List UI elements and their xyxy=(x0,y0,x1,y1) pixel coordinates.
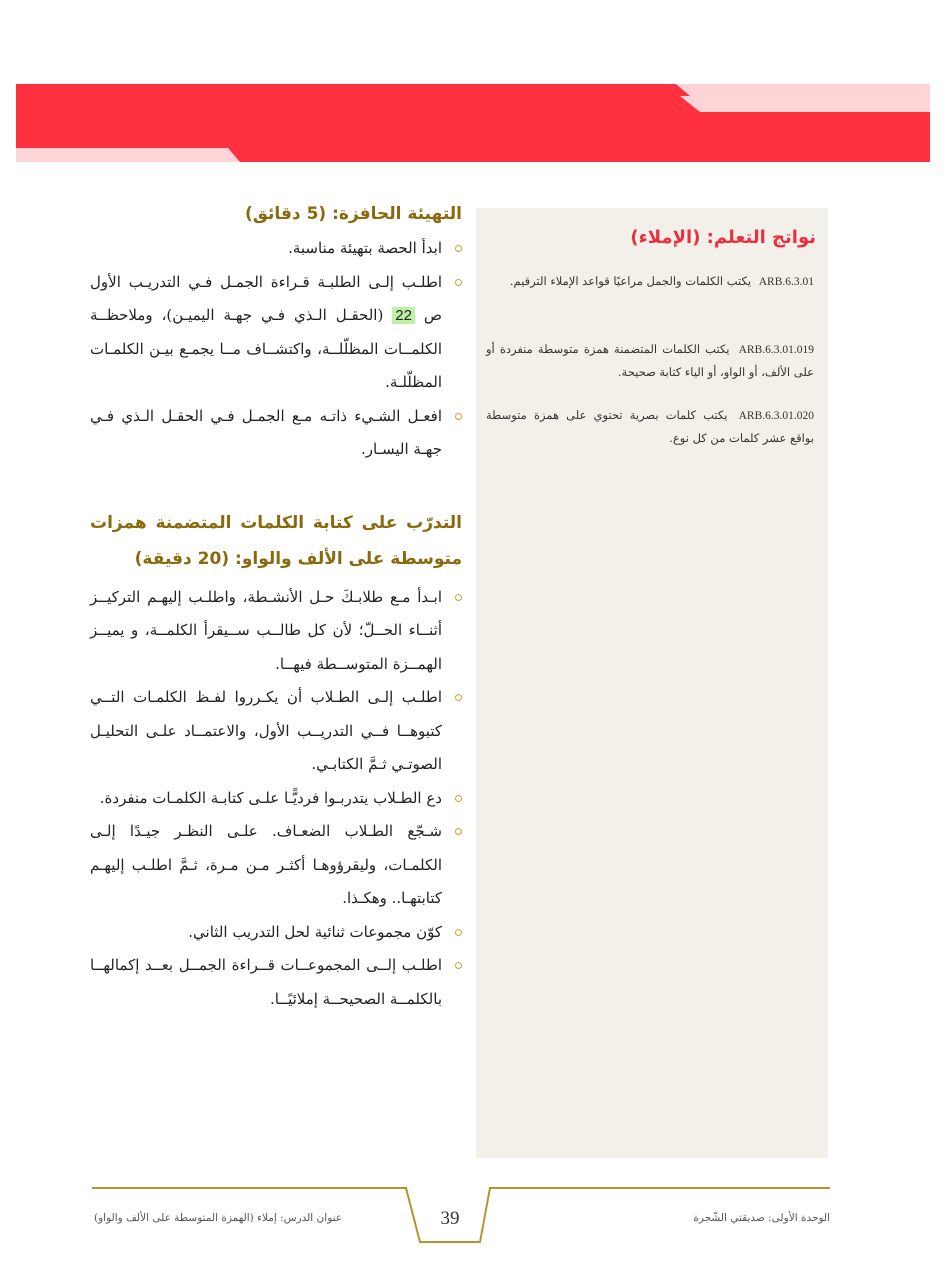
banner-bottom-strip xyxy=(16,148,228,162)
list-item xyxy=(90,949,462,1016)
warmup-list xyxy=(90,232,462,467)
list-item xyxy=(90,782,462,816)
outcome-text: يكتب الكلمات المتضمنة همزة متوسطة منفردة أو على الألف، أو الواو، أو الياء كتابة صحيحة. xyxy=(486,342,814,379)
warmup-time: (5 دقائق) xyxy=(244,204,327,224)
outcome-item xyxy=(486,404,814,449)
outcome-text: يكتب الكلمات والجمل مراعيًا قواعد الإملاء الترقيم. xyxy=(509,274,752,288)
bullet-icon xyxy=(455,795,462,802)
outcome-text: يكتب كلمات بصرية تحتوي على همزة متوسطة بواقع عشر كلمات من كل نوع. xyxy=(486,408,814,445)
list-item xyxy=(90,815,462,916)
warmup-heading-text: التهيئة الحافزة: xyxy=(332,204,462,224)
practice-heading xyxy=(90,505,462,577)
banner-top-notch xyxy=(676,84,930,96)
bullet-icon xyxy=(455,413,462,420)
bullet-icon xyxy=(455,929,462,936)
list-item-text: ابدأ الحصة بتهيئة مناسبة. xyxy=(288,239,442,257)
practice-heading-text: التدرّب على كتابة الكلمات المتضمنة همزات متوسطة على الألف والواو: xyxy=(90,512,462,569)
outcome-item xyxy=(486,338,814,383)
outcome-item xyxy=(486,270,814,293)
list-item xyxy=(90,266,462,400)
list-item xyxy=(90,400,462,467)
page-reference-highlight: 22 xyxy=(392,307,415,324)
page-number: 39 xyxy=(440,1208,460,1229)
unit-title: الوحدة الأولى: صديقتي الشّجرة xyxy=(693,1212,830,1224)
outcome-code: ARB.6.3.01.020 xyxy=(738,410,814,422)
lesson-title: عنوان الدرس: إملاء (الهمزة المتوسطة على الألف والواو) xyxy=(94,1212,343,1224)
header-banner xyxy=(0,0,945,170)
list-item-text: افعـل الشـيء ذاتـه مـع الجمـل فـي الحقـل الـذي فـي جهـة اليسـار. xyxy=(90,406,442,458)
list-item-text-before: اطلـب إلـى الطلبـة قـراءة الجمـل فـي التدريـب الأول ص xyxy=(90,272,443,324)
list-item xyxy=(90,916,462,950)
list-item xyxy=(90,681,462,782)
outcome-code: ARB.6.3.01 xyxy=(758,276,814,288)
bullet-icon xyxy=(455,694,462,701)
list-item-text: شـجّع الطـلاب الضعـاف. علـى النظـر جيـدًا إلـى الكلمـات، وليقرؤوهـا أكثـر مـن مـرة، ثـمَّ اطلـب إليهـم كتابتهـا.. وهكـذا. xyxy=(90,822,442,907)
banner-graphic xyxy=(0,0,945,170)
practice-list xyxy=(90,581,462,1017)
outcomes-title: نواتج التعلم: (الإملاء) xyxy=(630,227,816,248)
bullet-icon xyxy=(455,279,462,286)
list-item-text: اطلـب إلــى المجموعــات قــراءة الجمــل بعــد إكمالهــا بالكلمــة الصحيحــة إملائيًــا. xyxy=(90,956,442,1008)
learning-outcomes-panel xyxy=(476,208,828,1158)
list-item-text: اطلـب إلـى الطـلاب أن يكـرروا لفـظ الكلمـات التــي كتبوهــا فــي التدريــب الأول، والاعتمــاد علـى التحليـل الصوتـي ثـمَّ الكتابـي. xyxy=(90,688,442,773)
list-item-text: ابـدأ مـع طلابـكَ حـل الأنشـطة، واطلـب إليهـم التركيــز أثنــاء الحــلّ؛ لأن كل طالــب ســيقرأ الكلمــة، و يميــز الهمــزة المتوســطة فيهــا. xyxy=(90,587,442,673)
lesson-content xyxy=(90,196,462,1016)
bullet-icon xyxy=(455,828,462,835)
list-item-text: كوّن مجموعات ثنائية لحل التدريب الثاني. xyxy=(188,922,442,941)
bullet-icon xyxy=(455,962,462,969)
list-item xyxy=(90,581,462,682)
outcome-code: ARB.6.3.01.019 xyxy=(738,344,815,356)
banner-bottom-red xyxy=(228,148,930,162)
list-item-text: دع الطـلاب يتدربـوا فرديًّـا علـى كتابـة الكلمـات منفردة. xyxy=(99,788,442,807)
practice-time: (20 دقيقة) xyxy=(134,548,230,569)
bullet-icon xyxy=(455,594,462,601)
warmup-heading xyxy=(90,196,462,232)
bullet-icon xyxy=(455,245,462,252)
list-item-text-after: (الحقـل الـذي فـي جهـة اليميـن)، وملاحظــة الكلمــات المظلّلــة، واكتشــاف مــا يجمـع بيـن الكلمـات المظلّلـة. xyxy=(90,306,442,391)
list-item xyxy=(90,232,462,266)
